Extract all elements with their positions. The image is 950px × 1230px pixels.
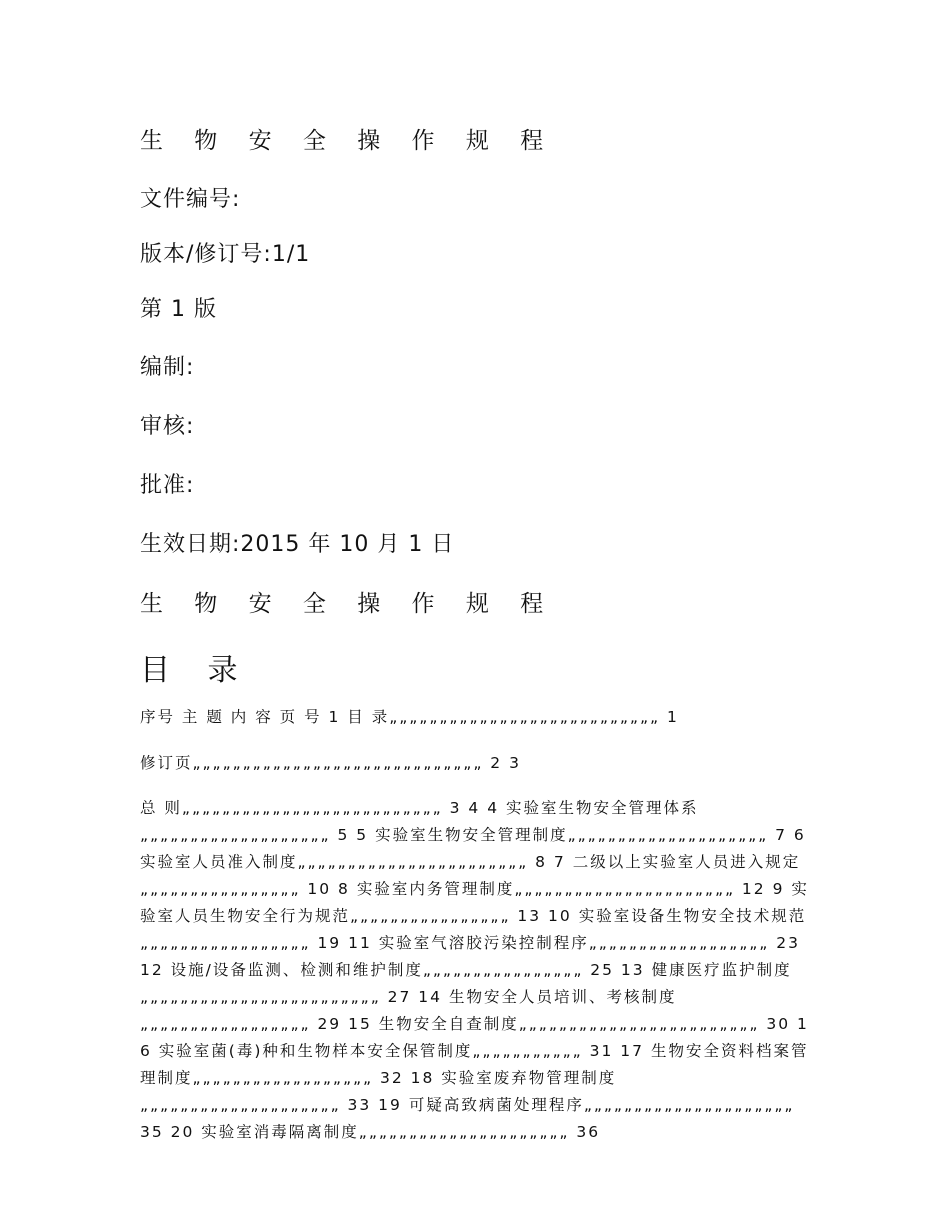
toc-line-2: 修订页„„„„„„„„„„„„„„„„„„„„„„„„„„„„„ 2 3 [140,754,521,772]
toc-line-1: 序号 主 题 内 容 页 号 1 目 录„„„„„„„„„„„„„„„„„„„„„„„„„„„ 1 [140,708,679,726]
compiled-by-field: 编制: [140,355,195,380]
edition-field: 第 1 版 [140,297,217,322]
document-title-repeat: 生 物 安 全 操 作 规 程 [140,591,556,617]
reviewed-by-field: 审核: [140,414,195,439]
approved-by-field: 批准: [140,473,195,498]
file-number-field: 文件编号: [140,187,241,212]
document-title: 生 物 安 全 操 作 规 程 [140,128,556,154]
version-field: 版本/修订号:1/1 [140,242,311,267]
toc-entries: 总 则„„„„„„„„„„„„„„„„„„„„„„„„„„ 3 4 4 实验室生物安全管理体系„„„„„„„„„„„„„„„„„„„ 5 5 实验室生物安全管理制度„„„„„„„„„„„„„„„„„„„„ 7 6 实验室人员准入制度„„„„„„„„„„„„„„„„„„„„„„„ 8 7 二级以上实验室人员进入规定„„„„„„„„„„„„„„„„ 10 8 实验室内务管理制度„„„„„„„„„„„„„„„„„„„„„„ 12 9 实验室人员生物安全行为规范„„„„„„„„„„„„„„„„ 13 10 实验室设备生物安全技术规范„„„„„„„„„„„„„„„„„ 19 11 实验室气溶胶污染控制程序„„„„„„„„„„„„„„„„„„ 23 12 设施/设备监测、检测和维护制度„„„„„„„„„„„„„„„„ 25 13 健康医疗监护制度„„„„„„„„„„„„„„„„„„„„„„„„ 27 14 生物安全人员培训、考核制度„„„„„„„„„„„„„„„„„ 29 15 生物安全自查制度„„„„„„„„„„„„„„„„„„„„„„„„ 30 16 实验室菌(毒)种和生物样本安全保管制度„„„„„„„„„„„ 31 17 生物安全资料档案管理制度„„„„„„„„„„„„„„„„„„ 32 18 实验室废弃物管理制度„„„„„„„„„„„„„„„„„„„„ 33 19 可疑高致病菌处理程序„„„„„„„„„„„„„„„„„„„„„ 35 20 实验室消毒隔离制度„„„„„„„„„„„„„„„„„„„„„ 36 [140,799,809,1141]
toc-heading: 目 录 [140,653,252,688]
effective-date-field: 生效日期:2015 年 10 月 1 日 [140,532,455,557]
